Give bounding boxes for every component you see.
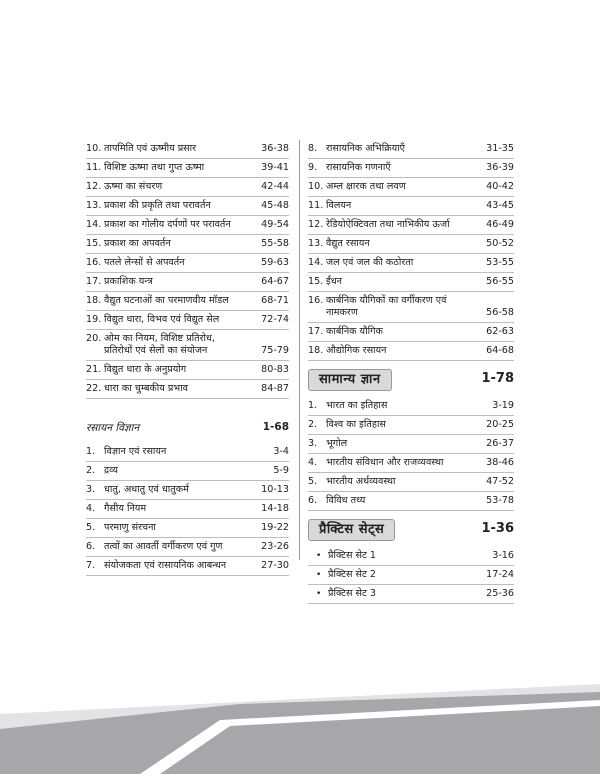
toc-entry-pages: 75-79 <box>261 345 289 356</box>
chemistry-section-header <box>86 415 289 439</box>
toc-entry-pages: 56-55 <box>486 276 514 287</box>
toc-entry-number: 16. <box>86 257 102 268</box>
toc-entry-pages: 68-71 <box>261 295 289 306</box>
toc-entry <box>308 197 514 216</box>
toc-entry <box>308 416 514 435</box>
toc-entry-title: विश्व का इतिहास <box>326 419 386 430</box>
toc-entry <box>308 473 514 492</box>
toc-entry-title: ईंधन <box>326 276 342 287</box>
chemistry-section-title: रसायन विज्ञान <box>86 422 140 434</box>
toc-entry-title: द्रव्य <box>104 465 118 476</box>
toc-entry <box>86 159 289 178</box>
physics-list <box>86 140 289 399</box>
gk-section-pages: 1-78 <box>481 371 514 386</box>
gk-list <box>308 397 514 511</box>
toc-entry <box>86 443 289 462</box>
toc-entry-title: विद्युत धारा, विभव एवं विद्युत सेल <box>104 314 220 325</box>
toc-entry-pages: 36-39 <box>486 162 514 173</box>
toc-entry <box>308 397 514 416</box>
toc-entry-number: 1. <box>308 400 318 411</box>
practice-entry-title: प्रैक्टिस सेट 3 <box>328 588 377 599</box>
toc-entry-number: 16. <box>308 295 324 306</box>
toc-entry-pages: 27-30 <box>261 560 289 571</box>
toc-entry-pages: 39-41 <box>261 162 289 173</box>
bullet-icon: • <box>316 570 322 580</box>
toc-entry-pages: 53-78 <box>486 495 514 506</box>
toc-entry-title: रेडियोऐक्टिवता तथा नाभिकीय ऊर्जा <box>326 219 450 230</box>
toc-entry-number: 11. <box>86 162 102 173</box>
toc-entry <box>308 159 514 178</box>
gk-section-title: सामान्य ज्ञान <box>308 369 392 391</box>
toc-entry-number: 5. <box>308 476 318 487</box>
toc-entry-title: ओम का नियम, विशिष्ट प्रतिरोध, प्रतिरोधों एवं सेलों का संयोजन <box>104 333 215 356</box>
toc-entry-title: रासायनिक अभिक्रियाएँ <box>326 143 405 154</box>
toc-entry-title: भारत का इतिहास <box>326 400 388 411</box>
toc-entry-number: 20. <box>86 333 102 344</box>
toc-entry-pages: 64-67 <box>261 276 289 287</box>
toc-entry-number: 17. <box>308 326 324 337</box>
toc-entry-number: 22. <box>86 383 102 394</box>
toc-right-column <box>308 140 514 604</box>
toc-entry <box>86 197 289 216</box>
toc-entry <box>308 492 514 511</box>
toc-entry-number: 1. <box>86 446 96 457</box>
toc-entry-title: विविध तथ्य <box>326 495 366 506</box>
toc-entry-number: 3. <box>308 438 318 449</box>
toc-entry-pages: 36-38 <box>261 143 289 154</box>
toc-entry-title: तापमिति एवं ऊष्मीय प्रसार <box>104 143 197 154</box>
toc-entry <box>86 254 289 273</box>
toc-entry-number: 18. <box>308 345 324 356</box>
practice-entry <box>308 566 514 585</box>
toc-entry-title: धातु, अधातु एवं धातुकर्म <box>104 484 189 495</box>
toc-entry <box>86 292 289 311</box>
chemistry-list <box>86 443 289 576</box>
toc-entry-number: 6. <box>86 541 96 552</box>
toc-entry-title: भारतीय अर्थव्यवस्था <box>326 476 396 487</box>
toc-entry-number: 7. <box>86 560 96 571</box>
toc-entry-pages: 38-46 <box>486 457 514 468</box>
toc-entry-number: 5. <box>86 522 96 533</box>
toc-entry-pages: 20-25 <box>486 419 514 430</box>
toc-entry <box>308 454 514 473</box>
toc-entry-pages: 42-44 <box>261 181 289 192</box>
toc-entry-pages: 43-45 <box>486 200 514 211</box>
practice-entry <box>308 547 514 566</box>
toc-entry <box>308 216 514 235</box>
toc-entry-title: अम्ल क्षारक तथा लवण <box>326 181 406 192</box>
toc-entry <box>86 311 289 330</box>
chemistry-continued-list <box>308 140 514 361</box>
toc-entry-title: तत्वों का आवर्ती वर्गीकरण एवं गुण <box>104 541 223 552</box>
toc-entry-pages: 3-4 <box>273 446 289 457</box>
toc-entry-number: 3. <box>86 484 96 495</box>
toc-entry-pages: 23-26 <box>261 541 289 552</box>
toc-entry-number: 10. <box>86 143 102 154</box>
toc-entry-number: 17. <box>86 276 102 287</box>
toc-entry <box>308 178 514 197</box>
gk-section-header <box>308 369 514 393</box>
toc-entry-pages: 26-37 <box>486 438 514 449</box>
toc-entry-number: 10. <box>308 181 324 192</box>
toc-entry-number: 8. <box>308 143 318 154</box>
toc-entry-number: 12. <box>86 181 102 192</box>
toc-entry-title: जल एवं जल की कठोरता <box>326 257 414 268</box>
toc-entry <box>308 292 514 323</box>
toc-entry-title: कार्बनिक यौगिकों का वर्गीकरण एवं नामकरण <box>326 295 447 318</box>
toc-entry-title: पतले लेन्सों से अपवर्तन <box>104 257 185 268</box>
toc-entry-pages: 14-18 <box>261 503 289 514</box>
practice-entry-pages: 3-16 <box>492 550 514 561</box>
practice-entry-pages: 25-36 <box>486 588 514 599</box>
toc-entry-pages: 10-13 <box>261 484 289 495</box>
toc-entry-title: कार्बनिक यौगिक <box>326 326 383 337</box>
toc-entry-pages: 31-35 <box>486 143 514 154</box>
toc-entry-number: 15. <box>308 276 324 287</box>
toc-entry-number: 15. <box>86 238 102 249</box>
footer-band-dark <box>0 692 600 774</box>
toc-entry-number: 4. <box>308 457 318 468</box>
toc-entry-title: वैद्युत घटनाओं का परमाणवीय मॉडल <box>104 295 229 306</box>
toc-entry-title: ऊष्मा का संचरण <box>104 181 163 192</box>
toc-entry-pages: 64-68 <box>486 345 514 356</box>
chemistry-section-pages: 1-68 <box>262 421 289 433</box>
toc-entry-title: औद्योगिक रसायन <box>326 345 387 356</box>
toc-entry-title: भूगोल <box>326 438 348 449</box>
toc-entry <box>86 538 289 557</box>
toc-entry-pages: 47-52 <box>486 476 514 487</box>
practice-section-pages: 1-36 <box>481 521 514 536</box>
toc-entry <box>86 361 289 380</box>
toc-entry-title: विशिष्ट ऊष्मा तथा गुप्त ऊष्मा <box>104 162 205 173</box>
toc-entry-number: 2. <box>86 465 96 476</box>
column-divider <box>299 140 300 560</box>
toc-entry-number: 2. <box>308 419 318 430</box>
toc-entry <box>308 342 514 361</box>
toc-entry-title: रासायनिक गणनाएँ <box>326 162 391 173</box>
toc-entry-number: 18. <box>86 295 102 306</box>
toc-entry-pages: 3-19 <box>492 400 514 411</box>
toc-entry-pages: 72-74 <box>261 314 289 325</box>
toc-entry <box>86 178 289 197</box>
toc-entry-pages: 46-49 <box>486 219 514 230</box>
toc-entry-pages: 53-55 <box>486 257 514 268</box>
toc-entry-title: प्रकाशिक यन्त्र <box>104 276 153 287</box>
toc-entry-number: 4. <box>86 503 96 514</box>
toc-entry-number: 21. <box>86 364 102 375</box>
practice-section-header <box>308 519 514 543</box>
toc-entry <box>86 500 289 519</box>
toc-entry <box>308 140 514 159</box>
toc-entry-title: गैसीय नियम <box>104 503 147 514</box>
toc-entry-number: 6. <box>308 495 318 506</box>
toc-entry <box>86 235 289 254</box>
toc-entry-number: 19. <box>86 314 102 325</box>
toc-entry-title: परमाणु संरचना <box>104 522 156 533</box>
toc-entry-title: प्रकाश का अपवर्तन <box>104 238 171 249</box>
toc-entry-title: भारतीय संविधान और राजव्यवस्था <box>326 457 444 468</box>
toc-entry <box>308 323 514 342</box>
toc-entry-pages: 62-63 <box>486 326 514 337</box>
toc-entry <box>86 557 289 576</box>
toc-entry <box>86 216 289 235</box>
practice-entry-title: प्रैक्टिस सेट 1 <box>328 550 377 561</box>
bullet-icon: • <box>316 551 322 561</box>
toc-entry-title: धारा का चुम्बकीय प्रभाव <box>104 383 188 394</box>
toc-entry-number: 13. <box>308 238 324 249</box>
toc-entry-title: संयोजकता एवं रासायनिक आबन्धन <box>104 560 227 571</box>
practice-list <box>308 547 514 604</box>
toc-entry <box>86 140 289 159</box>
toc-entry-pages: 56-58 <box>486 307 514 318</box>
toc-entry-title: विद्युत धारा के अनुप्रयोग <box>104 364 187 375</box>
toc-left-column <box>86 140 289 576</box>
toc-entry-pages: 49-54 <box>261 219 289 230</box>
toc-entry-pages: 19-22 <box>261 522 289 533</box>
toc-entry-pages: 84-87 <box>261 383 289 394</box>
toc-entry <box>308 435 514 454</box>
toc-entry-number: 14. <box>308 257 324 268</box>
toc-entry-pages: 59-63 <box>261 257 289 268</box>
toc-entry <box>308 273 514 292</box>
footer-decorative-band <box>0 684 600 774</box>
toc-entry-number: 11. <box>308 200 324 211</box>
toc-entry <box>308 235 514 254</box>
toc-entry-pages: 45-48 <box>261 200 289 211</box>
toc-entry <box>86 273 289 292</box>
toc-entry <box>86 330 289 361</box>
toc-entry <box>86 481 289 500</box>
practice-entry-pages: 17-24 <box>486 569 514 580</box>
toc-entry <box>86 462 289 481</box>
toc-entry-number: 14. <box>86 219 102 230</box>
toc-entry-title: प्रकाश की प्रकृति तथा परावर्तन <box>104 200 211 211</box>
toc-entry <box>308 254 514 273</box>
toc-entry-title: वैद्युत रसायन <box>326 238 370 249</box>
practice-entry <box>308 585 514 604</box>
bullet-icon: • <box>316 589 322 599</box>
toc-entry-pages: 5-9 <box>273 465 289 476</box>
toc-entry-title: प्रकाश का गोलीय दर्पणों पर परावर्तन <box>104 219 231 230</box>
toc-entry-number: 12. <box>308 219 324 230</box>
toc-entry-title: विज्ञान एवं रसायन <box>104 446 167 457</box>
toc-entry-pages: 50-52 <box>486 238 514 249</box>
practice-entry-title: प्रैक्टिस सेट 2 <box>328 569 377 580</box>
toc-entry-pages: 55-58 <box>261 238 289 249</box>
toc-entry-number: 9. <box>308 162 318 173</box>
toc-entry-title: विलयन <box>326 200 352 211</box>
toc-entry <box>86 519 289 538</box>
toc-entry <box>86 380 289 399</box>
practice-section-title: प्रैक्टिस सेट्स <box>308 519 395 541</box>
toc-entry-pages: 40-42 <box>486 181 514 192</box>
toc-entry-number: 13. <box>86 200 102 211</box>
toc-entry-pages: 80-83 <box>261 364 289 375</box>
